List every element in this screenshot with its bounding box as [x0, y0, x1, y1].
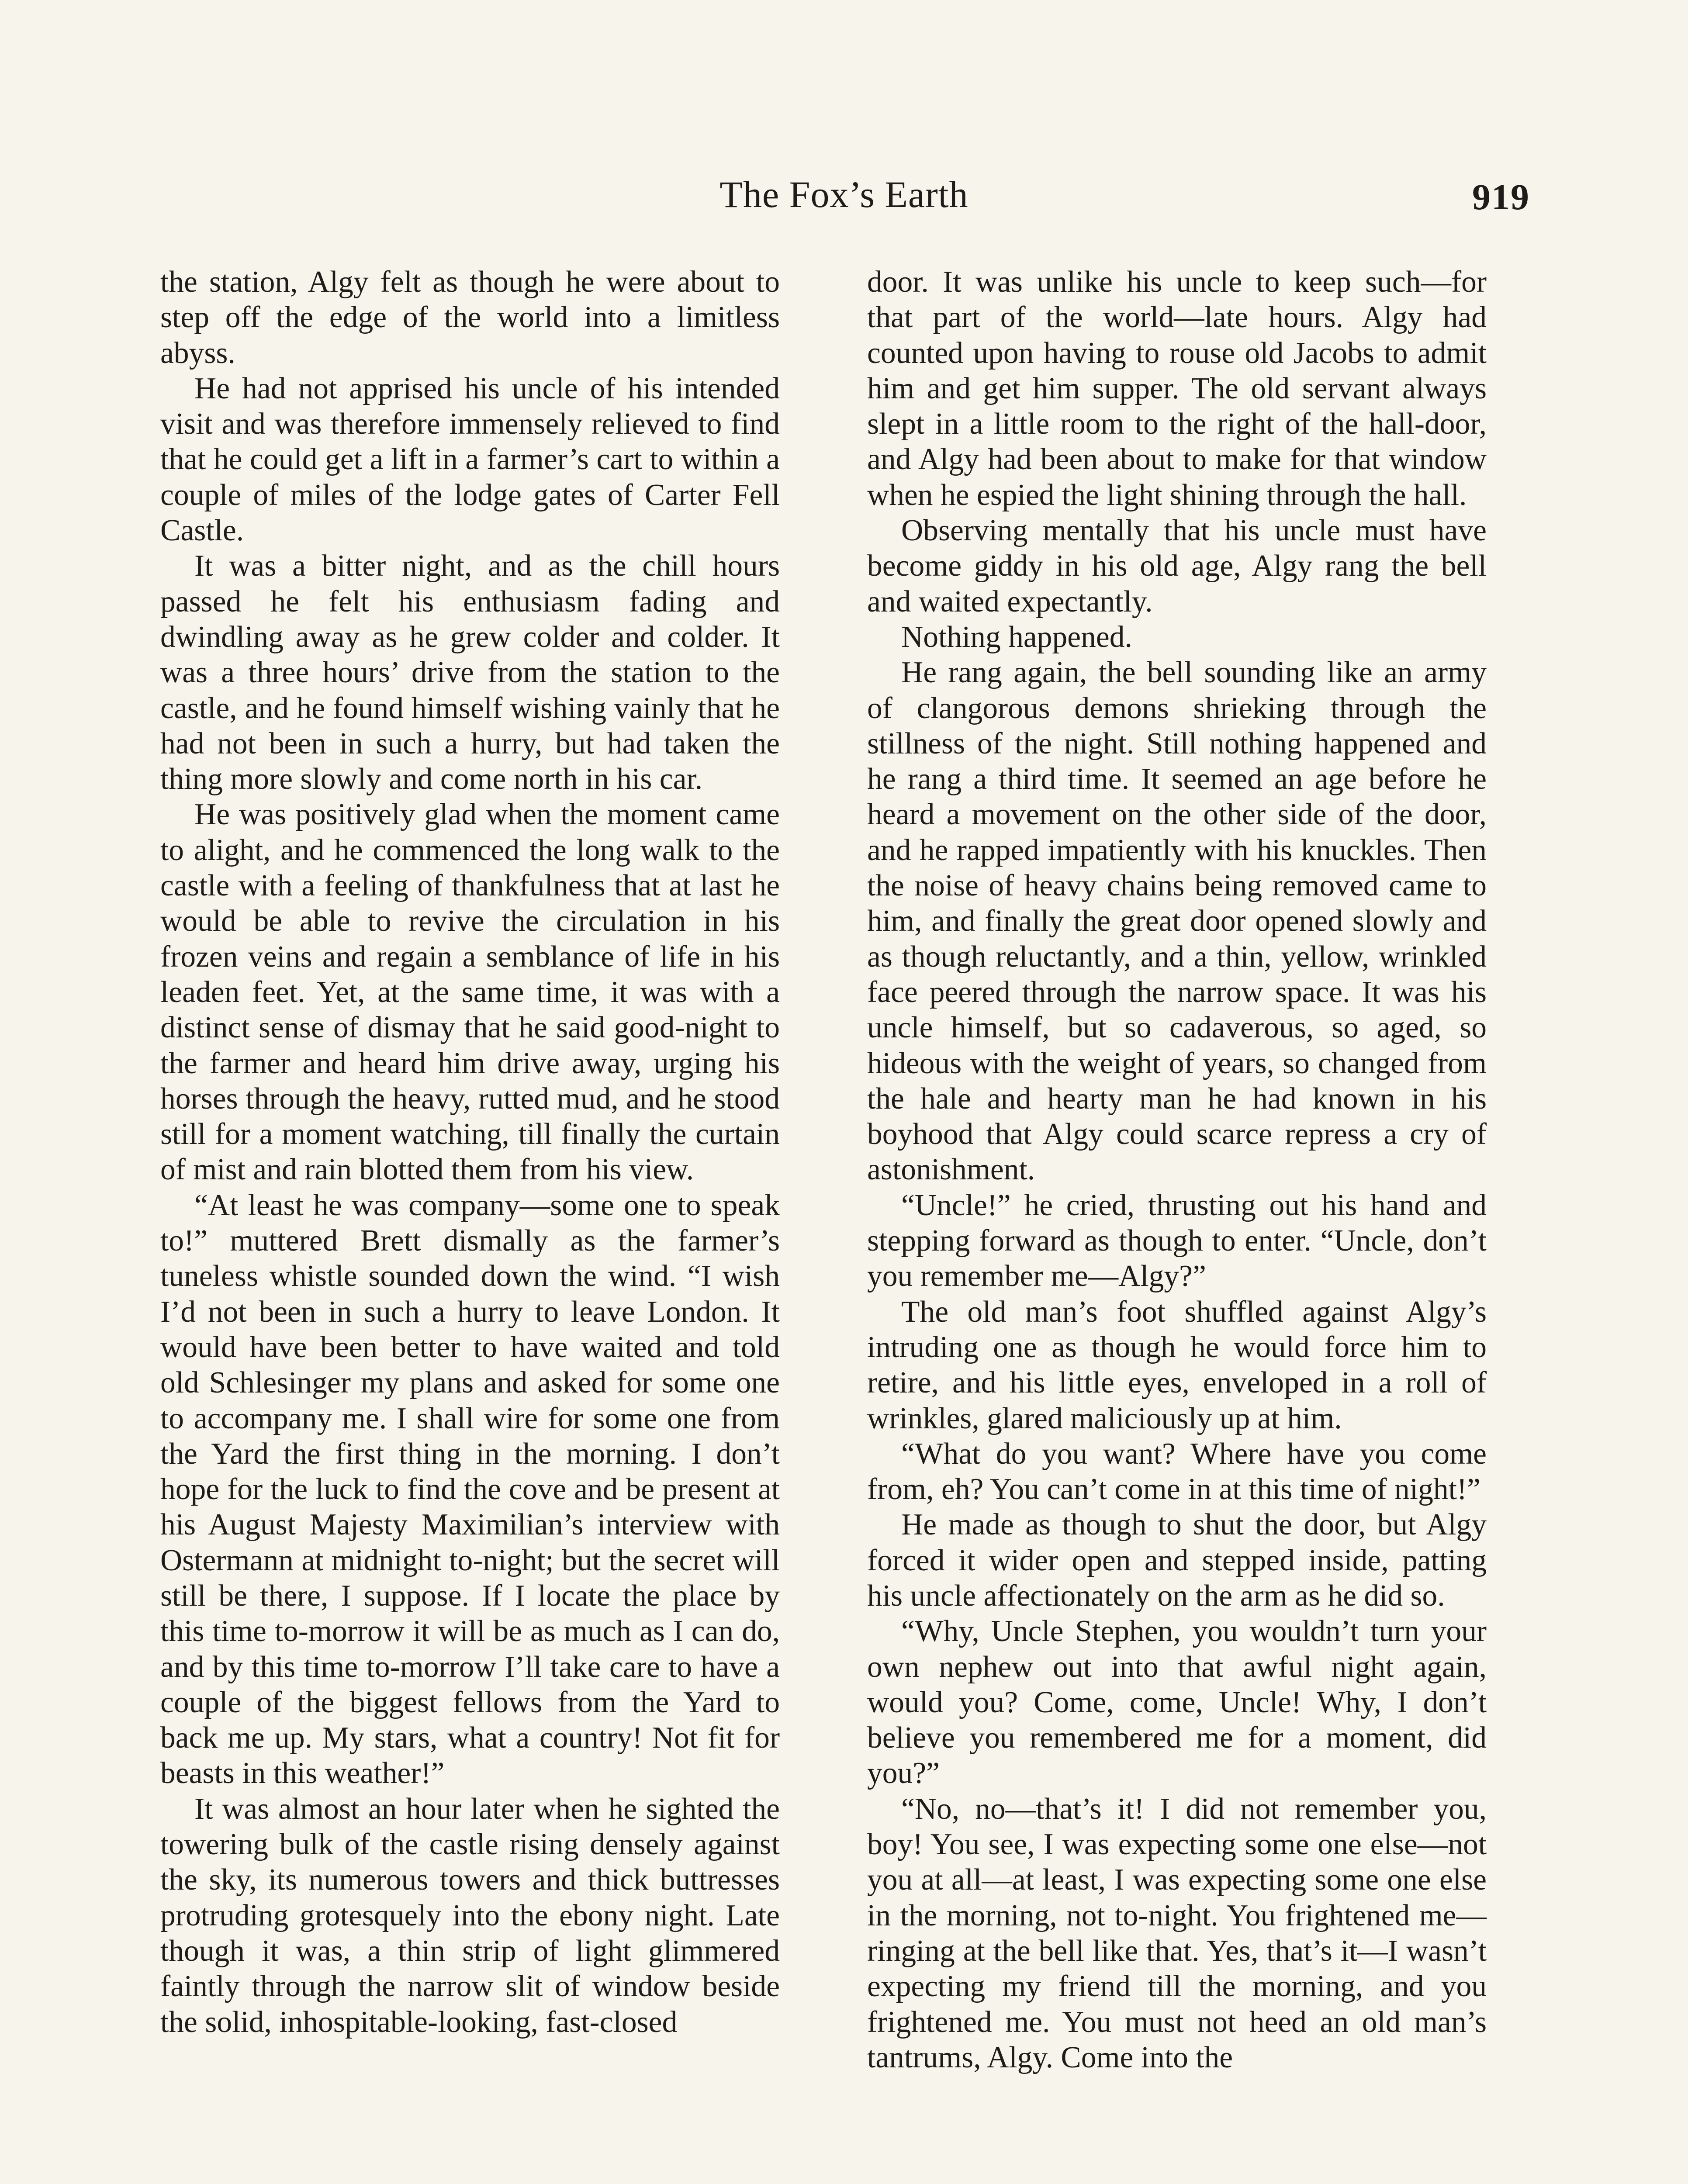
paragraph: “What do you want? Where have you come from, eh? You can’t come in at this time of night!” — [867, 1437, 1487, 1507]
paragraph: The old man’s foot shuffled against Algy’s intruding one as though he would force him to retire, and his little eyes, enveloped in a roll of wrinkles, glared maliciously up at him. — [867, 1295, 1487, 1435]
paragraph: Observing mentally that his uncle must have become giddy in his old age, Algy rang the bell and waited expectantly. — [867, 514, 1487, 619]
left-text-column — [160, 264, 780, 2040]
paragraph: He made as though to shut the door, but Algy forced it wider open and stepped inside, patting his uncle affectionately on the arm as he did so. — [867, 1508, 1487, 1613]
paragraph: He had not apprised his uncle of his intended visit and was therefore immensely relieved to find that he could get a lift in a farmer’s cart to within a couple of miles of the lodge gates of Carter Fell Castle. — [160, 371, 780, 548]
paragraph: “Why, Uncle Stephen, you wouldn’t turn your own nephew out into that awful night again, would you? Come, come, Uncle! Why, I don’t believe you remembered me for a moment, did you?” — [867, 1614, 1487, 1790]
paragraph: door. It was unlike his uncle to keep such—for that part of the world—late hours. Algy had counted upon having to rouse old Jacobs to admit him and get him supper. The old servant always slept in a little room to the right of the hall-door, and Algy had been about to make for that window when he espied the light shining through the hall. — [867, 265, 1487, 512]
paragraph: “At least he was company—some one to speak to!” muttered Brett dismally as the farmer’s tuneless whistle sounded down the wind. “I wish I’d not been in such a hurry to leave London. It would have been better to have waited and told old Schlesinger my plans and asked for some one to accompany me. I shall wire for some one from the Yard the first thing in the morning. I don’t hope for the luck to find the cove and be present at his August Majesty Maximilian’s interview with Ostermann at midnight to-night; but the secret will still be there, I suppose. If I locate the place by this time to-morrow it will be as much as I can do, and by this time to-morrow I’ll take care to have a couple of the biggest fellows from the Yard to back me up. My stars, what a country! Not fit for beasts in this weather!” — [160, 1188, 780, 1790]
page-header — [158, 173, 1530, 229]
right-text-column — [867, 264, 1487, 2075]
paragraph: the station, Algy felt as though he were about to step off the edge of the world into a limitless abyss. — [160, 265, 780, 370]
paragraph: It was a bitter night, and as the chill hours passed he felt his enthusiasm fading and dwindling away as he grew colder and colder. It was a three hours’ drive from the station to the castle, and he found himself wishing vainly that he had not been in such a hurry, but had taken the thing more slowly and come north in his car. — [160, 549, 780, 796]
paragraph: He was positively glad when the moment came to alight, and he commenced the long walk to the castle with a feeling of thankfulness that at last he would be able to revive the circulation in his frozen veins and regain a semblance of life in his leaden feet. Yet, at the same time, it was with a distinct sense of dismay that he said good-night to the farmer and heard him drive away, urging his horses through the heavy, rutted mud, and he stood still for a moment watching, till finally the curtain of mist and rain blotted them from his view. — [160, 798, 780, 1187]
paragraph: “Uncle!” he cried, thrusting out his hand and stepping forward as though to enter. “Uncle, don’t you remember me—Algy?” — [867, 1188, 1487, 1293]
paragraph: “No, no—that’s it! I did not remember you, boy! You see, I was expecting some one else—not you at all—at least, I was expecting some one else in the morning, not to-night. You frightened me—ringing at the bell like that. Yes, that’s it—I wasn’t expecting my friend till the morning, and you frightened me. You must not heed an old man’s tantrums, Algy. Come into the — [867, 1792, 1487, 2074]
paragraph: He rang again, the bell sounding like an army of clangorous demons shrieking through the stillness of the night. Still nothing happened and he rang a third time. It seemed an age before he heard a movement on the other side of the door, and he rapped impatiently with his knuckles. Then the noise of heavy chains being removed came to him, and finally the great door opened slowly and as though reluctantly, and a thin, yellow, wrinkled face peered through the narrow space. It was his uncle himself, but so cadaverous, so aged, so hideous with the weight of years, so changed from the hale and hearty man he had known in his boyhood that Algy could scarce repress a cry of astonishment. — [867, 656, 1487, 1187]
paragraph: Nothing happened. — [901, 620, 1132, 654]
paragraph: It was almost an hour later when he sighted the towering bulk of the castle rising densely against the sky, its numerous towers and thick buttresses protruding grotesquely into the ebony night. Late though it was, a thin strip of light glimmered faintly through the narrow slit of window beside the solid, inhospitable-looking, fast-closed — [160, 1792, 780, 2039]
running-title: The Fox’s Earth — [719, 173, 969, 215]
page-number: 919 — [1472, 177, 1530, 218]
